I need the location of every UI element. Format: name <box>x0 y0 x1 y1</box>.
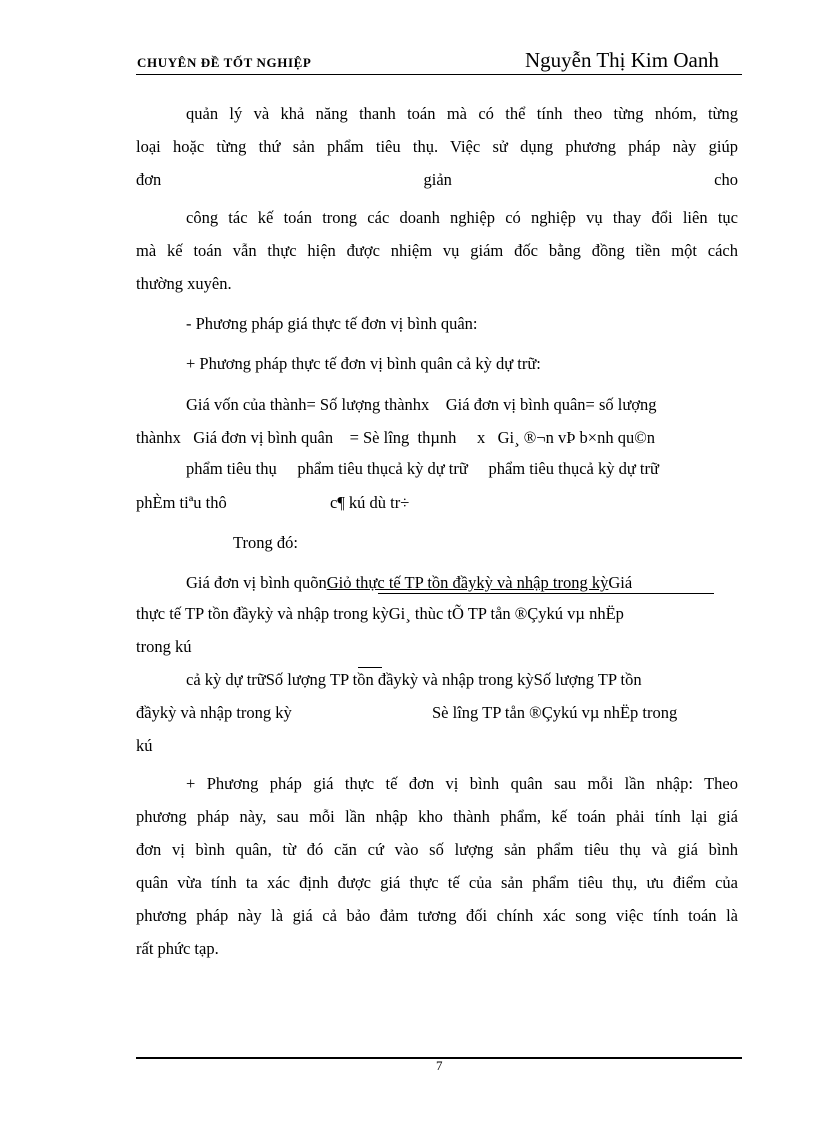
body-line: đơn vị bình quân, từ đó căn cứ vào số lượng sản phẩm tiêu thụ và giá bình <box>136 840 738 859</box>
document-header-title: CHUYÊN ĐỀ TỐT NGHIỆP <box>137 55 312 70</box>
body-word: cho <box>714 170 738 189</box>
body-line: thường xuyên. <box>136 274 232 293</box>
body-line: phương pháp này là giá cả bảo đảm tương đối chính xác song việc tính toán là <box>136 906 738 925</box>
formula-line: phÈm tiªu thô <box>136 493 227 512</box>
body-word: giản <box>423 170 452 189</box>
body-line: loại hoặc từng thứ sản phẩm tiêu thụ. Việc sử dụng phương pháp này giúp <box>136 137 738 156</box>
body-line: Trong đó: <box>233 533 298 552</box>
body-line: - Phương pháp giá thực tế đơn vị bình quân: <box>186 314 478 333</box>
formula-term: Giá đơn vị bình quõn <box>186 573 327 592</box>
formula-line: thànhx Giá đơn vị bình quân = Sè lîng thµnh x Gi¸ ®¬n vÞ b×nh qu©n <box>136 428 655 447</box>
fraction-bar <box>358 667 382 668</box>
formula-line: Giá vốn của thành= Số lượng thànhx Giá đơn vị bình quân= số lượng <box>186 395 657 414</box>
body-line: rất phức tạp. <box>136 939 219 958</box>
body-line-spread <box>136 170 738 190</box>
body-line: + Phương pháp giá thực tế đơn vị bình quân sau mỗi lần nhập: Theo <box>186 774 738 793</box>
formula-term: Giá <box>608 573 633 592</box>
document-header-author: Nguyễn Thị Kim Oanh <box>525 48 719 72</box>
formula-line: thực tế TP tồn đầykỳ và nhập trong kỳGi¸ thùc tÕ TP tån ®Çykú vµ nhËp <box>136 604 624 623</box>
body-line: công tác kế toán trong các doanh nghiệp có nghiệp vụ thay đổi liên tục <box>186 208 738 227</box>
formula-line: trong kú <box>136 637 192 656</box>
body-line: + Phương pháp thực tế đơn vị bình quân cả kỳ dự trữ: <box>186 354 541 373</box>
formula-line <box>186 573 742 593</box>
body-line: phương pháp này, sau mỗi lần nhập kho thành phẩm, kế toán phải tính lại giá <box>136 807 738 826</box>
formula-numerator: Giỏ thực tế TP tồn đầykỳ và nhập trong kỳ <box>326 573 609 592</box>
fraction-bar <box>378 593 714 594</box>
formula-line: Sè lîng TP tån ®Çykú vµ nhËp trong <box>432 703 678 722</box>
page-number: 7 <box>436 1058 443 1073</box>
body-word: đơn <box>136 170 162 189</box>
body-line: quản lý và khả năng thanh toán mà có thể tính theo từng nhóm, từng <box>186 104 738 123</box>
header-rule <box>136 74 742 75</box>
formula-line: phẩm tiêu thụ phẩm tiêu thụcả kỳ dự trữ phẩm tiêu thụcả kỳ dự trữ <box>186 459 659 478</box>
body-line: quân vừa tính ta xác định được giá thực tế của sản phẩm tiêu thụ, ưu điểm của <box>136 873 738 892</box>
body-line: mà kế toán vẫn thực hiện được nhiệm vụ giám đốc bằng đồng tiền một cách <box>136 241 738 260</box>
formula-line: cả kỳ dự trữSố lượng TP tồn đầykỳ và nhập trong kỳSố lượng TP tồn <box>186 670 642 689</box>
formula-line: đầykỳ và nhập trong kỳ <box>136 703 292 722</box>
formula-line: kú <box>136 736 153 755</box>
formula-line: c¶ kú dù tr÷ <box>330 493 410 512</box>
